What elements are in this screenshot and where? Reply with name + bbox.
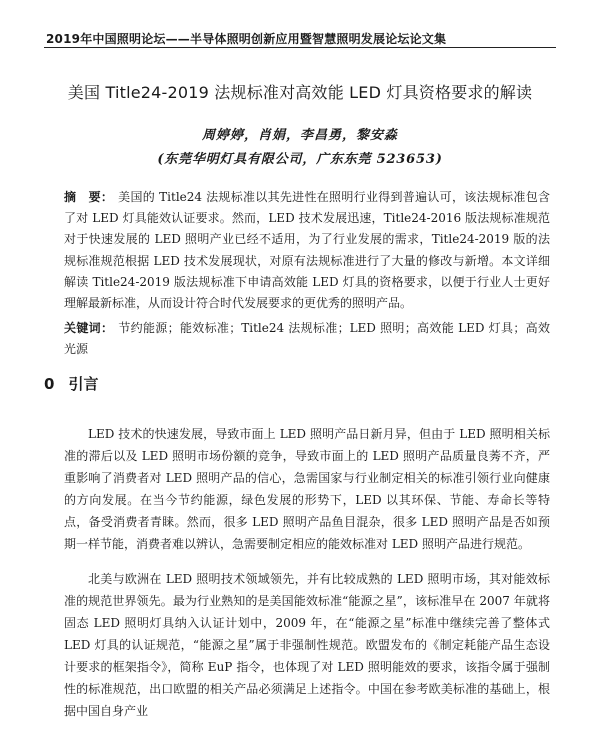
abstract	[64, 187, 550, 314]
body-paragraph: LED 技术的快速发展，导致市面上 LED 照明产品日新月异，但由于 LED 照明相关标准的滞后以及 LED 照明市场份额的竞争，导致市面上的 LED 照明产品质量良莠不齐，严重影响了消费者对 LED 照明产品的信心，急需国家与行业制定相关的标准引领行业向健康的方向发展。在当今节约能源，绿色发展的形势下，LED 以其环保、节能、寿命长等特点，备受消费者青睐。然而，很多 LED 照明产品鱼目混杂，很多 LED 照明产品是否如预期一样节能，消费者难以辨认，急需要制定相应的能效标准对 LED 照明产品进行规范。	[64, 427, 550, 551]
keywords-label: 关键词：	[64, 321, 114, 335]
header-rule	[44, 47, 556, 48]
body-paragraph: 北美与欧洲在 LED 照明技术领域领先，并有比较成熟的 LED 照明市场，其对能效标准的规范世界领先。最为行业熟知的是美国能效标准“能源之星”，该标准早在 2007 年就将固态 LED 照明灯具纳入认证计划中，2009 年，在“能源之星”标准中继续完善了整体式 LED 灯具的认证规范，“能源之星”属于非强制性规范。欧盟发布的《制定耗能产品生态设计要求的框架指令》，简称 EuP 指令，也体现了对 LED 照明能效的要求，该指令属于强制性的标准规范，出口欧盟的相关产品必须满足上述指令。中国在参考欧美标准的基础上，根据中国自身产业	[64, 572, 550, 718]
section-heading	[44, 373, 98, 394]
affiliation: (东莞华明灯具有限公司，广东东莞 523653)	[157, 152, 443, 167]
section-number: 0	[44, 375, 55, 393]
paper-title: 美国 Title24-2019 法规标准对高效能 LED 灯具资格要求的解读	[67, 83, 533, 102]
running-header: 2019年中国照明论坛——半导体照明创新应用暨智慧照明发展论坛论文集	[46, 32, 447, 46]
section-title: 引言	[68, 375, 99, 393]
keywords	[64, 318, 550, 359]
keywords-text: 节约能源；能效标准；Title24 法规标准；LED 照明；高效能 LED 灯具；高效光源	[64, 321, 550, 356]
abstract-label: 摘 要：	[64, 190, 114, 204]
abstract-text: 美国的 Title24 法规标准以其先进性在照明行业得到普遍认可，该法规标准包含了对 LED 灯具能效认证要求。然而，LED 技术发展迅速，Title24-2016 版法规标准规范对于快速发展的 LED 照明产业已经不适用，为了行业发展的需求，Title24-2019 版的法规标准规范根据 LED 技术发展现状，对原有法规标准进行了大量的修改与新增。本文详细解读 Title24-2019 版法规标准下申请高效能 LED 灯具的资格要求，以便于行业人士更好理解最新标准，从而设计符合时代发展要求的更优秀的照明产品。	[64, 190, 550, 311]
authors: 周婷婷，肖娟，李昌勇，黎安淼	[201, 128, 398, 143]
